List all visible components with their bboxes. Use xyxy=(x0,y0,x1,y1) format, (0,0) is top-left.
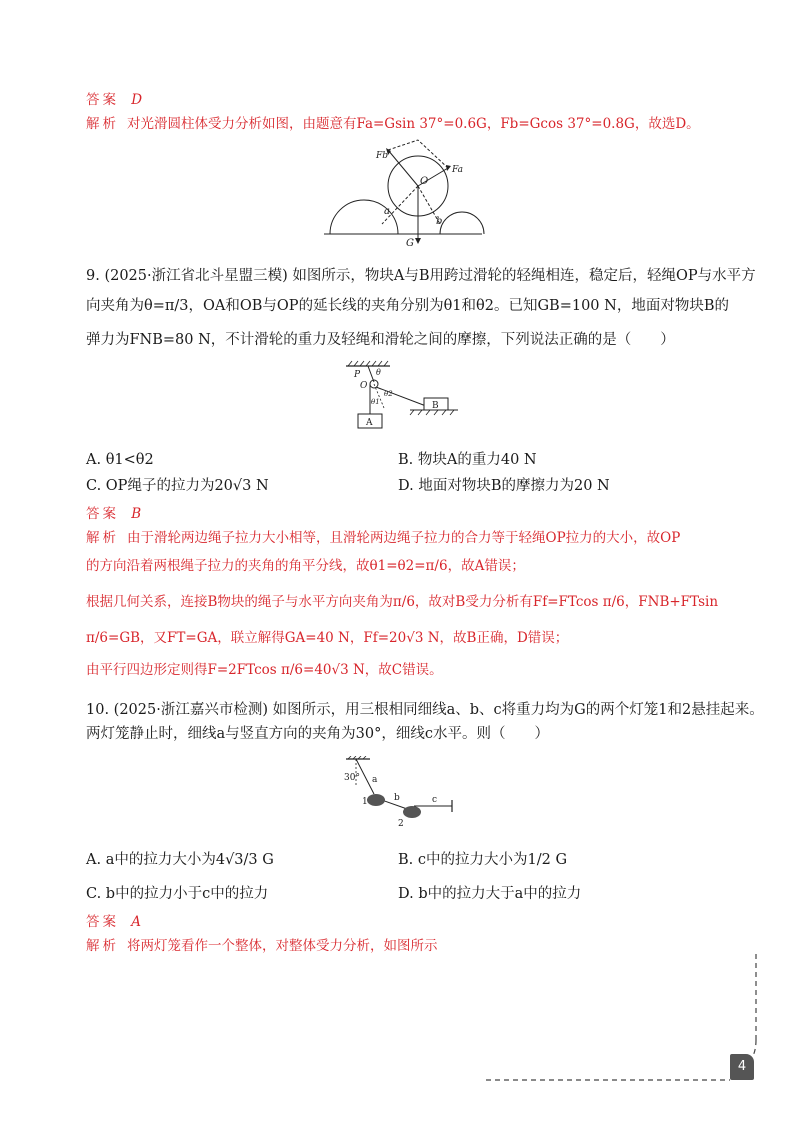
q10-stem-1: 如图所示，用三根相同细线a、b、c将重力均为G的两个灯笼1和2悬挂起来。 xyxy=(272,702,764,718)
b-label: b xyxy=(394,793,400,803)
b-label: B xyxy=(432,401,439,411)
one-label: 1 xyxy=(362,797,368,807)
page-corner-decoration xyxy=(480,950,770,1090)
analysis-text-5: 由平行四边形定则得F=2FTcos π/6=40√3 N，故C错误。 xyxy=(86,662,443,678)
option-text: b中的拉力大于a中的拉力 xyxy=(418,886,582,902)
a-label: a xyxy=(372,775,378,785)
g-label: G xyxy=(406,238,414,249)
b-label: b xyxy=(436,216,443,227)
q9-option-b[interactable] xyxy=(398,450,537,470)
center-label: O xyxy=(420,176,429,187)
q9-analysis-line-3 xyxy=(86,592,718,612)
option-key: D. xyxy=(398,886,414,902)
analysis-text-1: 由于滑轮两边绳子拉力大小相等，且滑轮两边绳子拉力的合力等于轻绳OP拉力的大小，故OP xyxy=(127,530,681,546)
page-number: 4 xyxy=(730,1054,754,1080)
answer-label: 答案 xyxy=(86,914,119,930)
q9-analysis-line-5 xyxy=(86,660,443,680)
analysis-text-4: π/6=GB，又FT=GA，联立解得GA=40 N，Ff=20√3 N，故B正确，D错误； xyxy=(86,630,569,646)
option-key: A. xyxy=(86,452,102,468)
q9-stem-line-1 xyxy=(86,266,756,286)
fa-arrowhead xyxy=(446,165,451,171)
pulley-figure xyxy=(340,360,460,432)
right-cylinder xyxy=(440,212,484,234)
a-label: a xyxy=(384,206,390,217)
analysis-text: 对光滑圆柱体受力分析如图，由题意有Fa=Gsin 37°=0.6G，Fb=Gcos 37°=0.8G，故选D。 xyxy=(127,116,700,132)
lantern-1 xyxy=(367,794,385,806)
q10-answer-line xyxy=(86,912,141,932)
prev-answer-line xyxy=(86,90,142,110)
answer-value: D xyxy=(131,92,143,108)
option-key: C. xyxy=(86,886,102,902)
parallelogram-dash-2 xyxy=(418,140,448,168)
q9-option-d[interactable] xyxy=(398,476,610,496)
gravity-arrowhead xyxy=(415,238,421,244)
q9-number: 9. xyxy=(86,268,100,284)
analysis-label: 解析 xyxy=(86,530,119,546)
answer-value: B xyxy=(131,506,142,522)
q10-stem-line-2 xyxy=(86,724,549,744)
answer-label: 答案 xyxy=(86,506,119,522)
option-text: OP绳子的拉力为20√3 N xyxy=(105,478,269,494)
option-key: A. xyxy=(86,852,102,868)
q9-stem-1: 如图所示，物块A与B用跨过滑轮的轻绳相连，稳定后，轻绳OP与水平方 xyxy=(292,268,756,284)
option-text: 物块A的重力40 N xyxy=(417,452,537,468)
q10-analysis-line xyxy=(86,936,438,956)
option-text: c中的拉力大小为1/2 G xyxy=(417,852,568,868)
option-text: θ1<θ2 xyxy=(105,452,154,468)
q9-option-a[interactable] xyxy=(86,450,154,470)
two-label: 2 xyxy=(398,819,404,829)
q9-analysis-line-2 xyxy=(86,556,525,576)
fb-label: Fb xyxy=(376,151,389,161)
q9-option-c[interactable] xyxy=(86,476,269,496)
option-text: a中的拉力大小为4√3/3 G xyxy=(105,852,274,868)
o-label: O xyxy=(360,381,368,391)
q10-option-c[interactable] xyxy=(86,884,268,904)
option-key: B. xyxy=(398,852,414,868)
q9-answer-line xyxy=(86,504,141,524)
q10-stem-line-1 xyxy=(86,700,764,720)
option-key: C. xyxy=(86,478,102,494)
fa-label: Fa xyxy=(452,165,463,175)
fb-arrow xyxy=(388,150,418,186)
analysis-text-2: 的方向沿着两根绳子拉力的夹角的角平分线，故θ1=θ2=π/6，故A错误； xyxy=(86,558,525,574)
q9-analysis-line-4 xyxy=(86,628,568,648)
q10-option-a[interactable] xyxy=(86,850,274,870)
analysis-label: 解析 xyxy=(86,116,119,132)
analysis-text: 将两灯笼看作一个整体，对整体受力分析，如图所示 xyxy=(127,938,438,954)
option-key: B. xyxy=(398,452,414,468)
q9-stem-3: 弹力为FNB=80 N，不计滑轮的重力及轻绳和滑轮之间的摩擦，下列说法正确的是（ ） xyxy=(86,332,675,348)
cylinder-force-figure xyxy=(320,138,490,250)
q9-stem-line-2 xyxy=(86,296,729,316)
theta2-label: θ2 xyxy=(384,390,393,398)
q9-source: (2025·浙江省北斗星盟三模) xyxy=(104,268,288,284)
answer-label: 答案 xyxy=(86,92,119,108)
option-key: D. xyxy=(398,478,414,494)
p-label: P xyxy=(354,370,361,380)
a-label: A xyxy=(366,418,373,428)
option-text: b中的拉力小于c中的拉力 xyxy=(105,886,269,902)
q10-stem-2: 两灯笼静止时，细线a与竖直方向的夹角为30°，细线c水平。则（ ） xyxy=(86,726,549,742)
q9-stem-2: 向夹角为θ=π/3，OA和OB与OP的延长线的夹角分别为θ1和θ2。已知GB=100 N，地面对物块B的 xyxy=(86,298,729,314)
q9-stem-line-3 xyxy=(86,330,675,350)
analysis-label: 解析 xyxy=(86,938,119,954)
option-text: 地面对物块B的摩擦力为20 N xyxy=(418,478,610,494)
c-label: c xyxy=(432,795,438,805)
theta-label: θ xyxy=(376,368,381,377)
parallelogram-dash-1 xyxy=(388,140,418,150)
prev-analysis-line xyxy=(86,114,700,134)
answer-value: A xyxy=(131,914,142,930)
theta1-label: θ1 xyxy=(371,398,380,406)
radius-line-a xyxy=(382,186,418,224)
lantern-2 xyxy=(403,806,421,818)
q10-number: 10. xyxy=(86,702,110,718)
q10-source: (2025·浙江嘉兴市检测) xyxy=(113,702,268,718)
analysis-text-3: 根据几何关系，连接B物块的绳子与水平方向夹角为π/6，故对B受力分析有Ff=FTcos π/6，FNB+FTsin xyxy=(86,594,719,610)
lantern-figure xyxy=(344,756,460,832)
q10-option-d[interactable] xyxy=(398,884,581,904)
angle-label: 30° xyxy=(344,773,360,783)
q10-option-b[interactable] xyxy=(398,850,567,870)
q9-analysis-line-1 xyxy=(86,528,680,548)
